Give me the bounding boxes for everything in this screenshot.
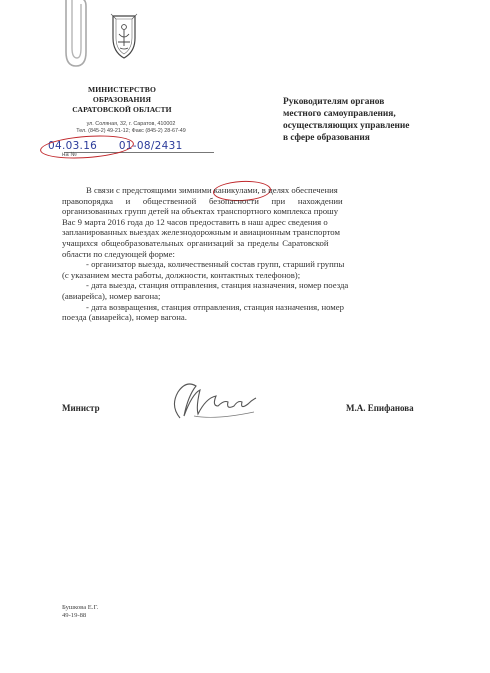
red-circle-date-annotation (39, 133, 134, 162)
executor-name: Бушкова Е.Г. (62, 604, 99, 611)
ministry-address (56, 121, 206, 135)
signatory-name: М.А. Епифанова (346, 403, 414, 413)
body-line: учащихся общеобразовательных организаций за пределы Саратовской (62, 237, 329, 248)
body-line: организованных групп детей на объектах транспортного комплекса прошу (62, 206, 339, 217)
body-line: области по следующей форме: (62, 248, 175, 259)
handwritten-signature (166, 376, 262, 428)
body-line: - дата выезда, станция отправления, станция назначения, номер поезда (86, 280, 349, 291)
coat-of-arms-emblem (107, 12, 141, 60)
addressee-line-3: осуществляющих управление (283, 121, 410, 131)
signatory-title: Министр (62, 403, 100, 413)
body-line: (с указанием места работы, должности, контактных телефонов); (62, 269, 301, 280)
addressee-line-1: Руководителям органов (283, 97, 385, 107)
body-line: (авиарейса), номер вагона; (62, 290, 161, 301)
ministry-name (62, 85, 182, 115)
body-line: запланированных выездах железнодорожным и авиационным транспортом (62, 227, 340, 238)
ministry-line-1: МИНИСТЕРСТВО (88, 85, 156, 94)
ministry-line-2: ОБРАЗОВАНИЯ (92, 95, 152, 104)
handwritten-number: 01-08/2431 (118, 140, 183, 152)
body-line: Вас 9 марта 2016 года до 12 часов предоставить в наш адрес сведения о (62, 216, 328, 227)
handwritten-date: 04.03.16 (48, 140, 98, 152)
addressee-line-4: в сфере образования (283, 133, 370, 143)
executor-phone: 49-19-88 (62, 612, 87, 620)
body-line: правопорядка и общественной безопасности при нахождении (62, 195, 343, 206)
addressee-block (283, 96, 453, 144)
ministry-line-3: САРАТОВСКОЙ ОБЛАСТИ (72, 105, 172, 114)
letter-body (62, 185, 418, 323)
addressee-line-2: местного самоуправления, (283, 109, 396, 119)
body-line: - организатор выезда, количественный состав групп, старший группы (86, 259, 345, 270)
body-line: - дата возвращения, станция отправления, станция назначения, номер (86, 301, 344, 312)
address-line-2: Тел. (845-2) 49-21-12; Факс (845-2) 28-67-49 (76, 128, 186, 134)
paper-clip-icon (58, 0, 94, 72)
body-line: В связи с предстоящими зимними каникулами, в целях обеспечения (86, 185, 338, 195)
reply-to-label: на № (62, 152, 77, 158)
address-line-1: ул. Соляная, 32, г. Саратов, 410002 (86, 121, 176, 127)
body-line: поезда (авиарейса), номер вагона. (62, 312, 187, 323)
executor-info (62, 604, 98, 621)
